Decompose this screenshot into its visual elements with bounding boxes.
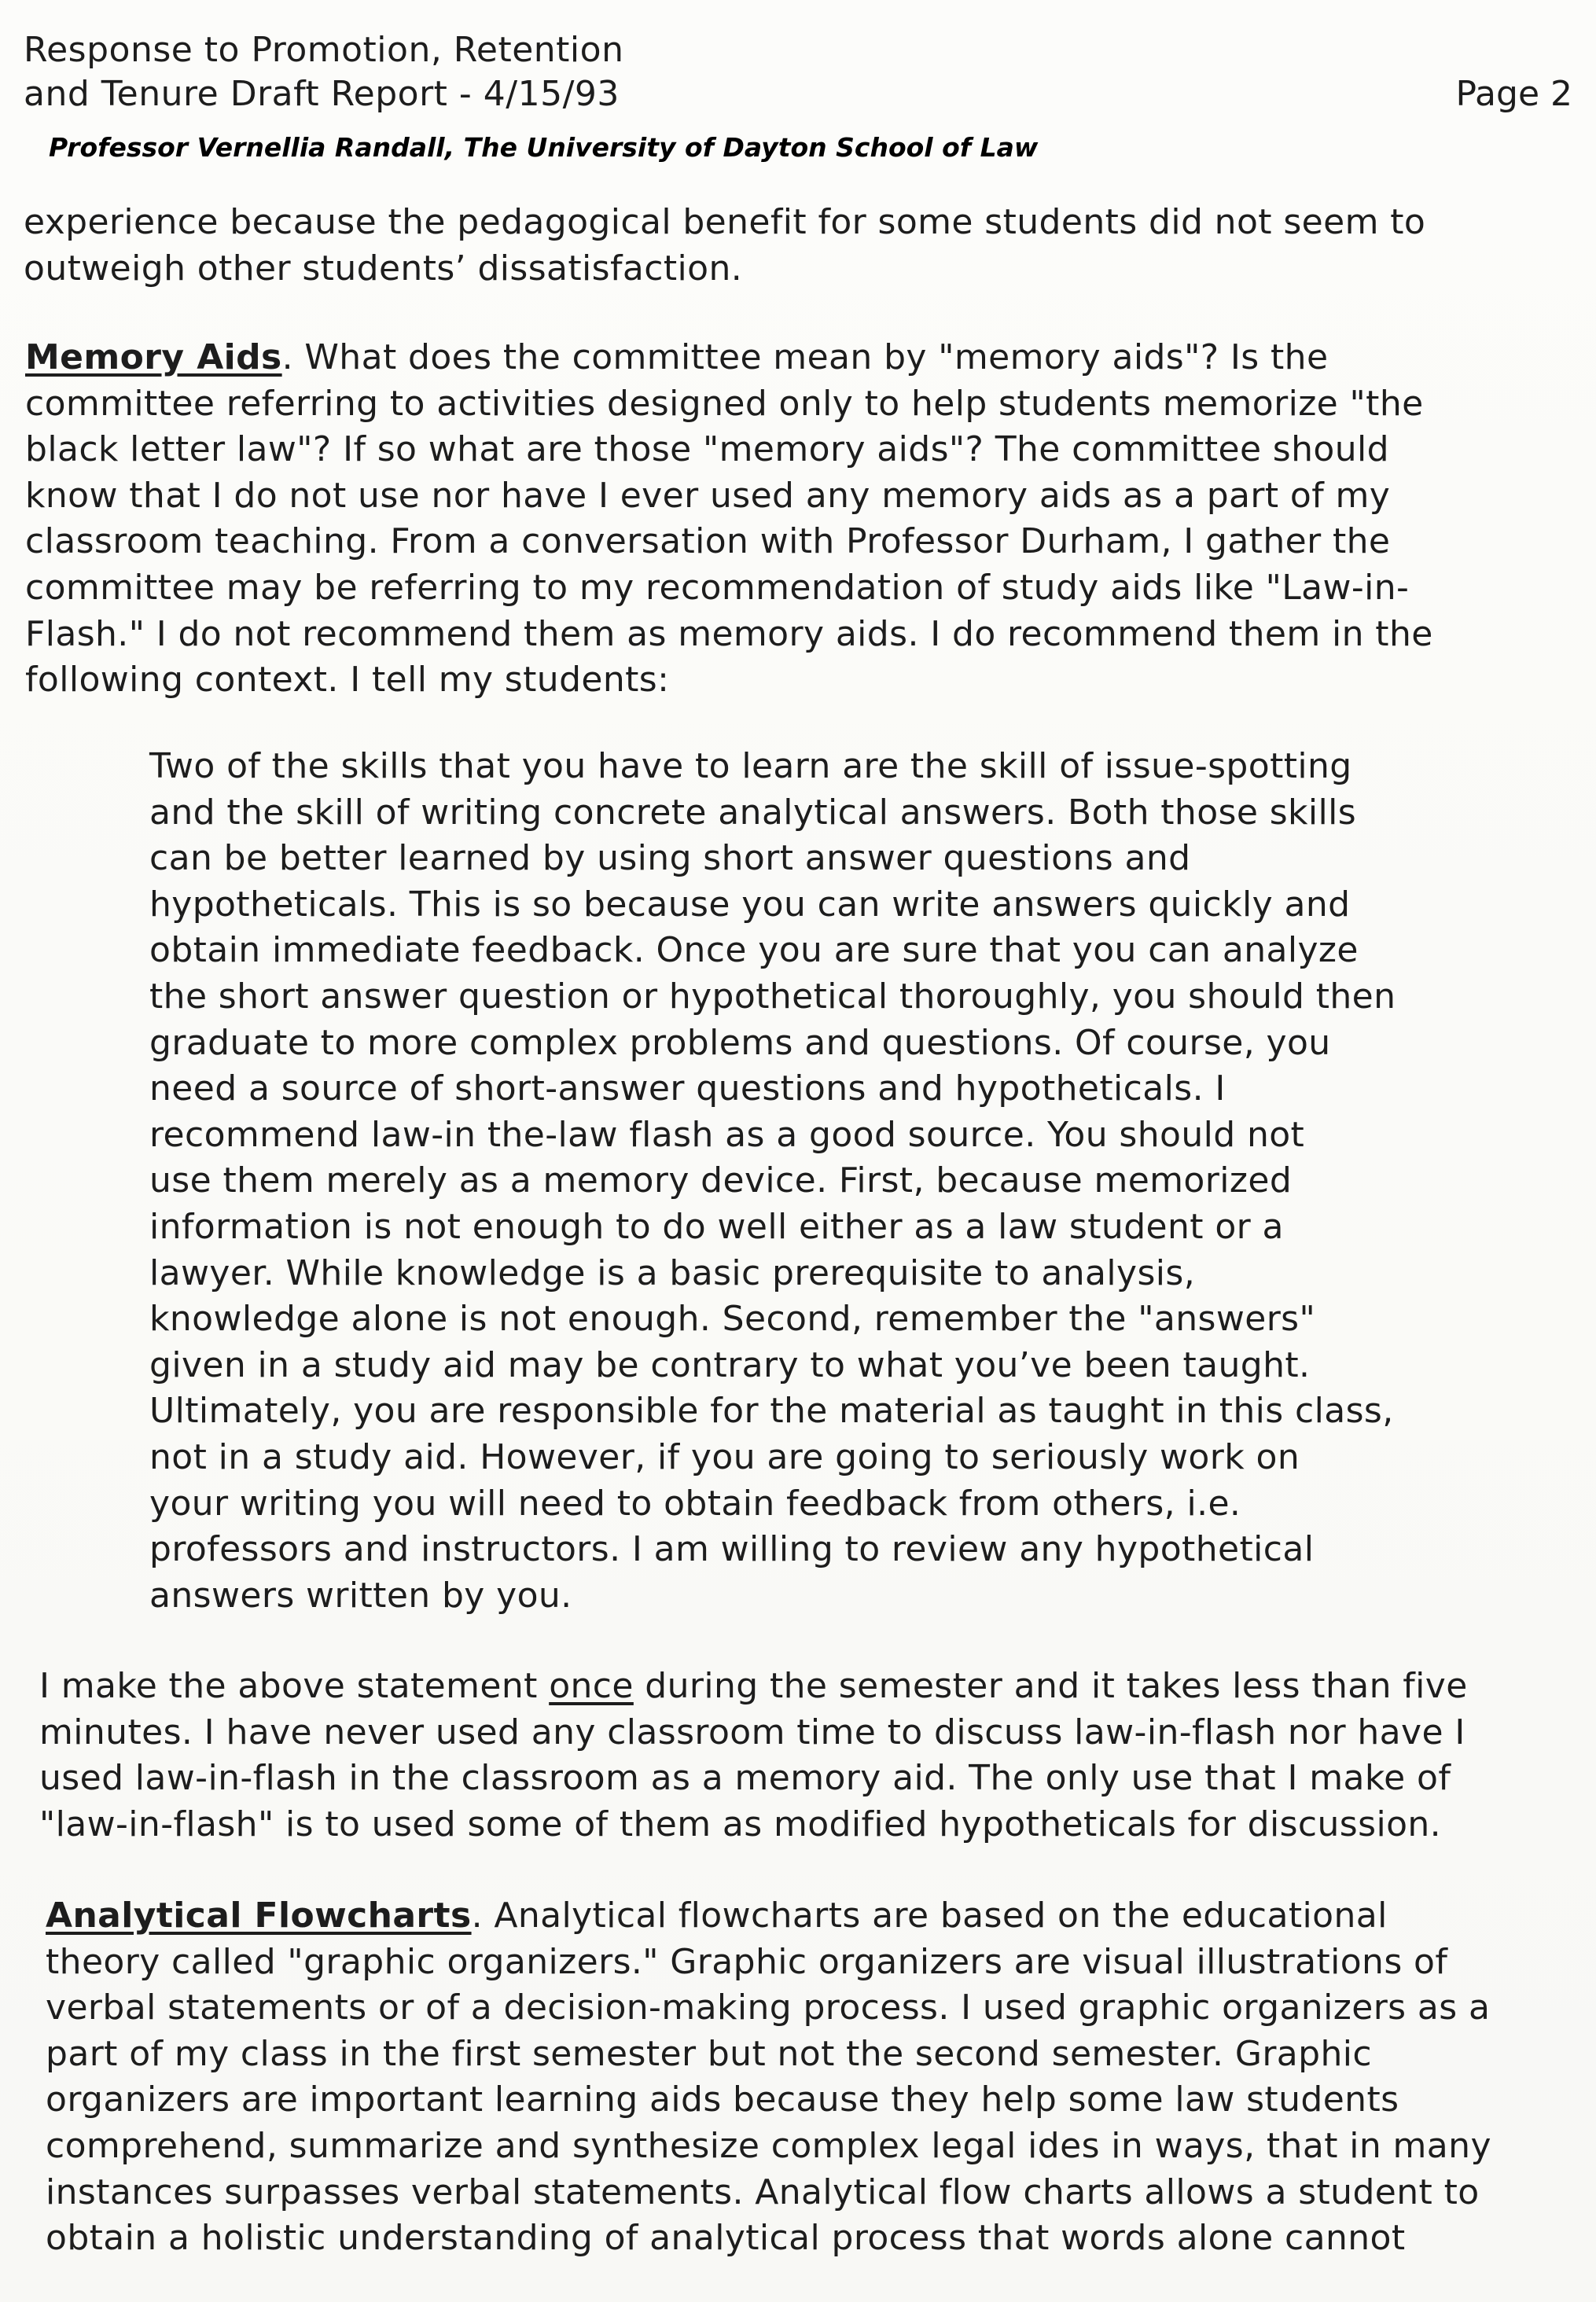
document-header-title [24,28,623,116]
author-stamp: Professor Vernellia Randall, The University of Dayton School of Law [49,132,1039,163]
statement-text-before: I make the above statement [39,1666,550,1706]
statement-paragraph [39,1664,1572,1848]
page-number: Page 2 [1455,74,1572,114]
analytical-flowcharts-heading: Analytical Flowcharts [46,1896,472,1936]
continued-paragraph: experience because the pedagogical benefit for some students did not seem to outweigh other students’ dissatisfaction. [24,202,1426,289]
memory-aids-heading: Memory Aids [25,337,282,377]
memory-aids-text: . What does the committee mean by "memory aids"? Is the committee referring to activities designed only to help students memorize "the black letter law"? If so what are those "memory aids"? The committee should know that I do not use nor have I ever used any memory aids as a part of my classroom teaching. From a conversation with Professor Durham, I gather the committee may be referring to my recommendation of study aids like "Law-in- Flash." I do not recommend them as memory aids. I do recommend them in the following context. I tell my students: [25,337,1433,701]
header-title-line-1: Response to Promotion, Retention [24,30,624,70]
statement-text-after: during the semester and it takes less than five minutes. I have never used any classroom time to discuss law-in-flash nor have I used law-in-flash in the classroom as a memory aid. The only use that I make of "law-in-flash" is to used some of them as modified hypotheticals for discussion. [39,1666,1468,1844]
statement-emphasis: once [549,1666,634,1706]
header-title-line-2: and Tenure Draft Report - 4/15/93 [24,74,620,114]
memory-aids-paragraph [25,335,1566,704]
quoted-student-advice: Two of the skills that you have to learn are the skill of issue-spotting and the skill of writing concrete analytical answers. Both those skills can be better learned by using short answer questions and hypotheticals. This is so because you can write answers quickly and obtain immediate feedback. Once you are sure that you can analyze the short answer question or hypothetical thoroughly, you should then graduate to more complex problems and questions. Of course, you need a source of short-answer questions and hypotheticals. I recommend law-in the-law flash as a good source. You should not use them merely as a memory device. First, because memorized information is not enough to do well either as a law student or a lawyer. While knowledge is a basic prerequisite to analysis, knowledge alone is not enough. Second, remember the "answers" given in a study aid may be contrary to what you’ve been taught. Ultimately, you are responsible for the material as taught in this class, not in a study aid. However, if you are going to seriously work on your writing you will need to obtain feedback from others, i.e. professors and instructors. I am willing to review any hypothetical answers written by you. [149,746,1396,1616]
analytical-flowcharts-text: . Analytical flowcharts are based on the educational theory called "graphic organizers." Graphic organizers are visual illustrations of verbal statements or of a decision-making process. I used graphic organizers as a part of my class in the first semester but not the second semester. Graphic organizers are important learning aids because they help some law students comprehend, summarize and synthesize complex legal ides in ways, that in many instances surpasses verbal statements. Analytical flow charts allows a student to obtain a holistic understanding of analytical process that words alone cannot [46,1896,1491,2259]
analytical-flowcharts-paragraph [46,1893,1579,2262]
